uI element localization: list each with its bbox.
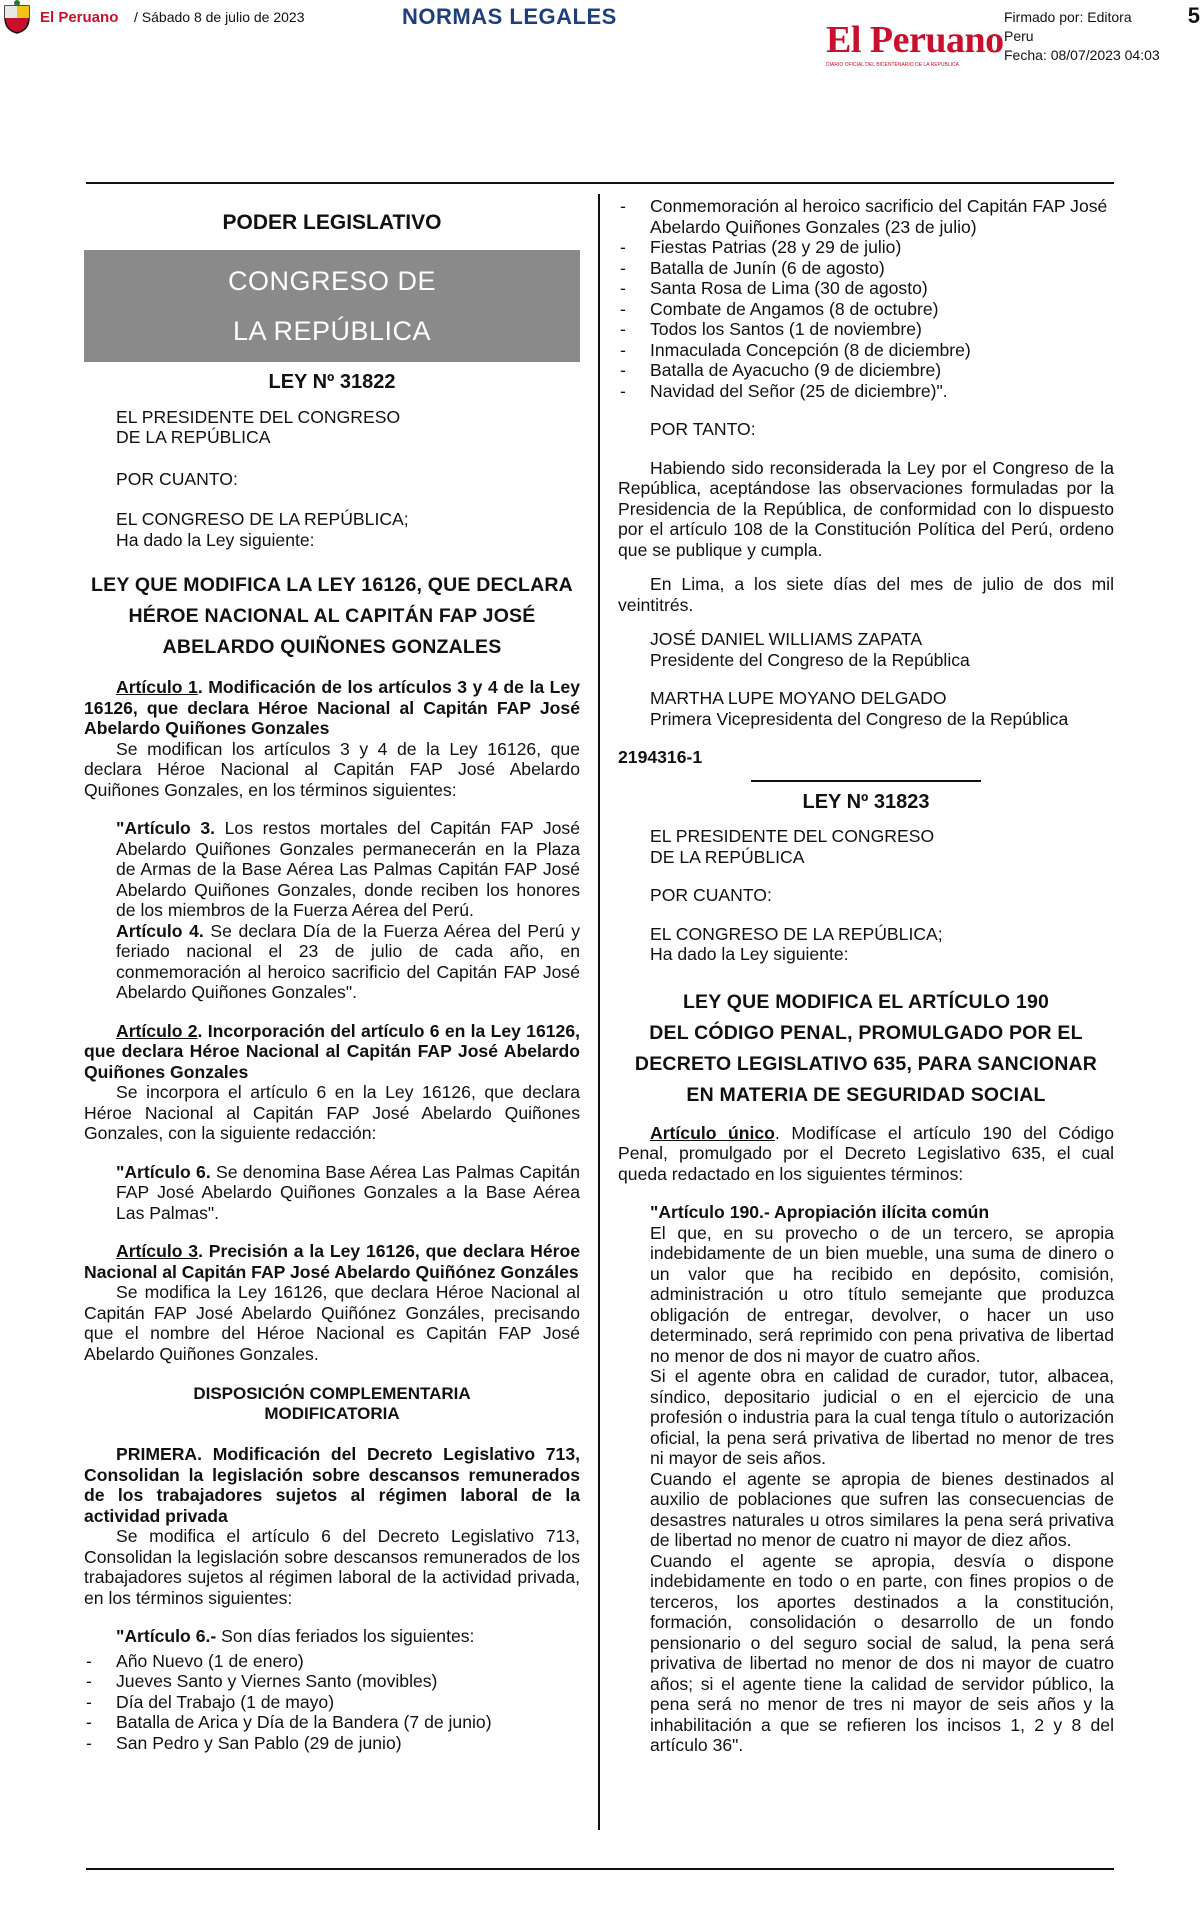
- text-line: DE LA REPÚBLICA: [650, 846, 805, 867]
- disposition-title-line: DISPOSICIÓN COMPLEMENTARIA: [193, 1384, 471, 1403]
- digital-signature-stamp: [1004, 8, 1160, 65]
- el-peruano-logo: El Peruano: [826, 19, 1004, 61]
- holiday-item: - Año Nuevo (1 de enero): [84, 1651, 580, 1672]
- law-title-line: LEY QUE MODIFICA EL ARTÍCULO 190: [682, 990, 1050, 1013]
- signature-2: [618, 688, 1114, 729]
- reconsideration-text: Habiendo sido reconsiderada la Ley por el Congreso de la República, aceptándose las observaciones formuladas por la Presidencia de la República, de conformidad con lo dispuesto por el artículo 108 de la Constitución Política del Perú, ordeno que se publique y cumpla.: [618, 457, 1114, 560]
- date-place-text: En Lima, a los siete días del mes de julio de dos mil veintitrés.: [618, 574, 1114, 615]
- congress-banner: [84, 250, 580, 362]
- article-text: Los restos mortales del Capitán FAP José Abelardo Quiñones Gonzales permanecerán en la Plaza de Armas de la Base Aérea Las Palmas Capitán FAP José Abelardo Quiñones Gonzales, donde reciben los honores de los miembros de la Fuerza Aérea del Perú.: [116, 818, 581, 920]
- quoted-article-190: [618, 1202, 1114, 1756]
- article-label: Artículo 1: [116, 677, 198, 697]
- article-heading-text: . Precisión a la Ley 16126, que declara Héroe Nacional al Capitán FAP José Abelardo Quiñónez Gonzáles: [84, 1241, 580, 1282]
- law-title-line: LEY QUE MODIFICA LA LEY 16126, QUE DECLARA: [91, 574, 573, 596]
- header-rule: [86, 182, 1114, 184]
- law-number: LEY Nº 31823: [802, 790, 930, 813]
- law-title-line: DEL CÓDIGO PENAL, PROMULGADO POR EL: [649, 1021, 1083, 1044]
- article-4-text: [116, 921, 580, 1003]
- por-cuanto: POR CUANTO:: [650, 885, 772, 905]
- article-190-paragraph: Cuando el agente se apropia, desvía o dispone indebidamente en todo o en parte, con fines propios o de terceros, los aportes destinados a la constitución, formación, consolidación o desarrollo de un fondo pensionario o del seguro social de salud, la pena será privativa de libertad no menor de dos ni mayor de cuatro años; si el agente tiene la calidad de servidor público, la pena será no menor de tres ni mayor de seis años y la inhabilitación a que se refieren los incisos 1, 2 y 8 del artículo 36".: [650, 1550, 1114, 1755]
- article-label: Artículo 3: [116, 1241, 199, 1261]
- article-label: Artículo 4.: [116, 920, 204, 941]
- article-3-body: Se modifica la Ley 16126, que declara Héroe Nacional al Capitán FAP José Abelardo Quiñónez Gonzáles, precisando que el nombre del Héroe Nacional es Capitán FAP José Abelardo Quiñones Gonzales.: [84, 1282, 580, 1364]
- quoted-articles-3-4: [84, 818, 580, 1003]
- holiday-item: - San Pedro y San Pablo (29 de junio): [84, 1733, 580, 1754]
- text-line: Ha dado la Ley siguiente:: [116, 529, 315, 550]
- holiday-list: [84, 1651, 580, 1754]
- article-2-body: Se incorpora el artículo 6 en la Ley 16126, que declara Héroe Nacional al Capitán FAP José Abelardo Quiñones Gonzales, con la siguiente redacción:: [84, 1082, 580, 1143]
- article-6-holidays-intro: [84, 1626, 580, 1647]
- left-column: [84, 196, 580, 1753]
- footer-rule: [86, 1868, 1114, 1870]
- holiday-item: - Inmaculada Concepción (8 de diciembre): [618, 340, 1114, 361]
- holiday-item: - Batalla de Arica y Día de la Bandera (7 de junio): [84, 1712, 580, 1733]
- article-label: "Artículo 3.: [116, 818, 216, 838]
- right-column: [618, 196, 1114, 1756]
- quoted-article-6: [84, 1162, 580, 1224]
- holiday-item: - Fiestas Patrias (28 y 29 de julio): [618, 237, 1114, 258]
- article-label: "Artículo 6.-: [116, 1626, 217, 1646]
- law-title-line: HÉROE NACIONAL AL CAPITÁN FAP JOSÉ: [128, 605, 536, 627]
- stamp-line: Peru: [1004, 28, 1034, 44]
- signature-1: [618, 629, 1114, 670]
- header-date: / Sábado 8 de julio de 2023: [134, 9, 305, 25]
- holiday-item: - Todos los Santos (1 de noviembre): [618, 319, 1114, 340]
- text-line: DE LA REPÚBLICA: [116, 427, 271, 447]
- coat-of-arms-icon: [2, 0, 32, 34]
- holiday-item: - Batalla de Ayacucho (9 de diciembre): [618, 360, 1114, 381]
- law-title-line: ABELARDO QUIÑONES GONZALES: [162, 636, 502, 658]
- article-heading-text: . Incorporación del artículo 6 en la Ley 16126, que declara Héroe Nacional al Capitán FAP José Abelardo Quiñones Gonzales: [84, 1020, 580, 1082]
- law-title: [618, 987, 1114, 1111]
- article-text: . Modifícase el artículo 190 del Código Penal, promulgado por el Decreto Legislativo 635, el cual queda redactado en los siguientes términos:: [618, 1122, 1114, 1184]
- law-title-line: EN MATERIA DE SEGURIDAD SOCIAL: [686, 1083, 1046, 1106]
- article-3-heading: [84, 1241, 580, 1282]
- holiday-item: - Combate de Angamos (8 de octubre): [618, 299, 1114, 320]
- text-line: Ha dado la Ley siguiente:: [650, 944, 849, 964]
- stamp-line: Fecha: 08/07/2023 04:03: [1004, 47, 1160, 63]
- president-heading: [618, 826, 1114, 867]
- signatory-name: MARTHA LUPE MOYANO DELGADO: [650, 688, 947, 708]
- holiday-item: - Batalla de Junín (6 de agosto): [618, 258, 1114, 279]
- article-label: Artículo único: [650, 1122, 775, 1143]
- congress-declaration: [84, 509, 580, 550]
- logo-tagline: DIARIO OFICIAL DEL BICENTENARIO DE LA REPÚBLICA: [826, 62, 959, 68]
- article-text: Se declara Día de la Fuerza Aérea del Perú y feriado nacional el 23 de julio de cada año, en conmemoración al heroico sacrificio del Capitán FAP José Abelardo Quiñones Gonzales".: [116, 920, 580, 1002]
- header-brand: El Peruano: [40, 9, 119, 26]
- article-190-paragraph: Cuando el agente se apropia de bienes destinados al auxilio de poblaciones que sufren las consecuencias de desastres naturales u otros similares la pena será privativa de libertad no menor de cuatro ni mayor de diez años.: [650, 1468, 1114, 1550]
- law-title-line: DECRETO LEGISLATIVO 635, PARA SANCIONAR: [634, 1052, 1098, 1075]
- holiday-item: - Jueves Santo y Viernes Santo (movibles): [84, 1671, 580, 1692]
- congress-banner-line: LA REPÚBLICA: [232, 316, 432, 346]
- publication-code: 2194316-1: [618, 747, 703, 767]
- holiday-item: - Día del Trabajo (1 de mayo): [84, 1692, 580, 1713]
- article-heading-text: . Modificación de los artículos 3 y 4 de la Ley 16126, que declara Héroe Nacional al Capitán FAP José Abelardo Quiñones Gonzales: [84, 677, 580, 738]
- primera-heading: PRIMERA. Modificación del Decreto Legislativo 713, Consolidan la legislación sobre descansos remunerados de los trabajadores sujetos al régimen laboral de la actividad privada: [84, 1444, 580, 1526]
- congress-banner-line: CONGRESO DE: [227, 266, 437, 296]
- article-1-heading: [84, 677, 580, 739]
- header-section-title: NORMAS LEGALES: [402, 4, 617, 29]
- text-line: EL PRESIDENTE DEL CONGRESO: [650, 826, 935, 846]
- disposition-title-line: MODIFICATORIA: [264, 1404, 400, 1423]
- article-190-paragraph: Si el agente obra en calidad de curador, tutor, albacea, síndico, depositario judicial o en el ejercicio de una profesión o industria para la cual tenga título o autorización oficial, la pena será privativa de libertad no menor de tres ni mayor de seis años.: [650, 1366, 1114, 1468]
- page-number: 5: [1187, 3, 1200, 28]
- signatory-role: Presidente del Congreso de la República: [650, 649, 970, 670]
- signatory-role: Primera Vicepresidenta del Congreso de la República: [650, 708, 1069, 729]
- article-unico: [618, 1123, 1114, 1185]
- article-190-paragraph: El que, en su provecho o de un tercero, se apropia indebidamente de un bien mueble, una suma de dinero o un valor que ha recibido en depósito, comisión, administración u otro título semejante que produzca obligación de entregar, devolver, o hacer un uso determinado, será reprimido con pena privativa de libertad no menor de dos ni mayor de cuatro años.: [650, 1222, 1114, 1366]
- holiday-item: - Conmemoración al heroico sacrificio del Capitán FAP José Abelardo Quiñones Gonzales (23 de julio): [618, 196, 1114, 237]
- law-title: [84, 570, 580, 663]
- stamp-line: Firmado por: Editora: [1004, 9, 1132, 25]
- article-text: Se denomina Base Aérea Las Palmas Capitán FAP José Abelardo Quiñones Gonzales a la Base Aérea Las Palmas".: [116, 1161, 580, 1223]
- text-line: EL CONGRESO DE LA REPÚBLICA;: [650, 923, 943, 944]
- text-line: EL CONGRESO DE LA REPÚBLICA;: [116, 509, 409, 529]
- article-label: "Artículo 6.: [116, 1161, 211, 1182]
- article-3-text: [116, 818, 580, 921]
- section-title: PODER LEGISLATIVO: [222, 211, 442, 234]
- signatory-name: JOSÉ DANIEL WILLIAMS ZAPATA: [650, 629, 923, 649]
- holiday-list-continued: [618, 196, 1114, 401]
- por-tanto: POR TANTO:: [650, 419, 756, 439]
- article-label: Artículo 2: [116, 1020, 198, 1041]
- article-1-body: Se modifican los artículos 3 y 4 de la Ley 16126, que declara Héroe Nacional al Capitán FAP José Abelardo Quiñones Gonzales, en los términos siguientes:: [84, 738, 580, 800]
- president-heading: [84, 407, 580, 448]
- congress-declaration: [618, 924, 1114, 965]
- law-number: LEY Nº 31822: [268, 371, 396, 393]
- text-line: EL PRESIDENTE DEL CONGRESO: [116, 406, 401, 427]
- disposition-title: [84, 1384, 580, 1424]
- primera-body: Se modifica el artículo 6 del Decreto Legislativo 713, Consolidan la legislación sobre descansos remunerados de los trabajadores sujetos al régimen laboral de la actividad privada, en los términos siguientes:: [84, 1526, 580, 1608]
- article-6-text: [116, 1162, 580, 1224]
- article-190-heading: "Artículo 190.- Apropiación ilícita común: [650, 1202, 990, 1222]
- holiday-item: - Navidad del Señor (25 de diciembre)".: [618, 381, 1114, 402]
- article-text: Son días feriados los siguientes:: [216, 1626, 475, 1646]
- holiday-item: - Santa Rosa de Lima (30 de agosto): [618, 278, 1114, 299]
- por-cuanto: POR CUANTO:: [116, 468, 238, 489]
- article-2-heading: [84, 1021, 580, 1083]
- law-separator: [751, 780, 981, 782]
- column-divider: [598, 194, 600, 1830]
